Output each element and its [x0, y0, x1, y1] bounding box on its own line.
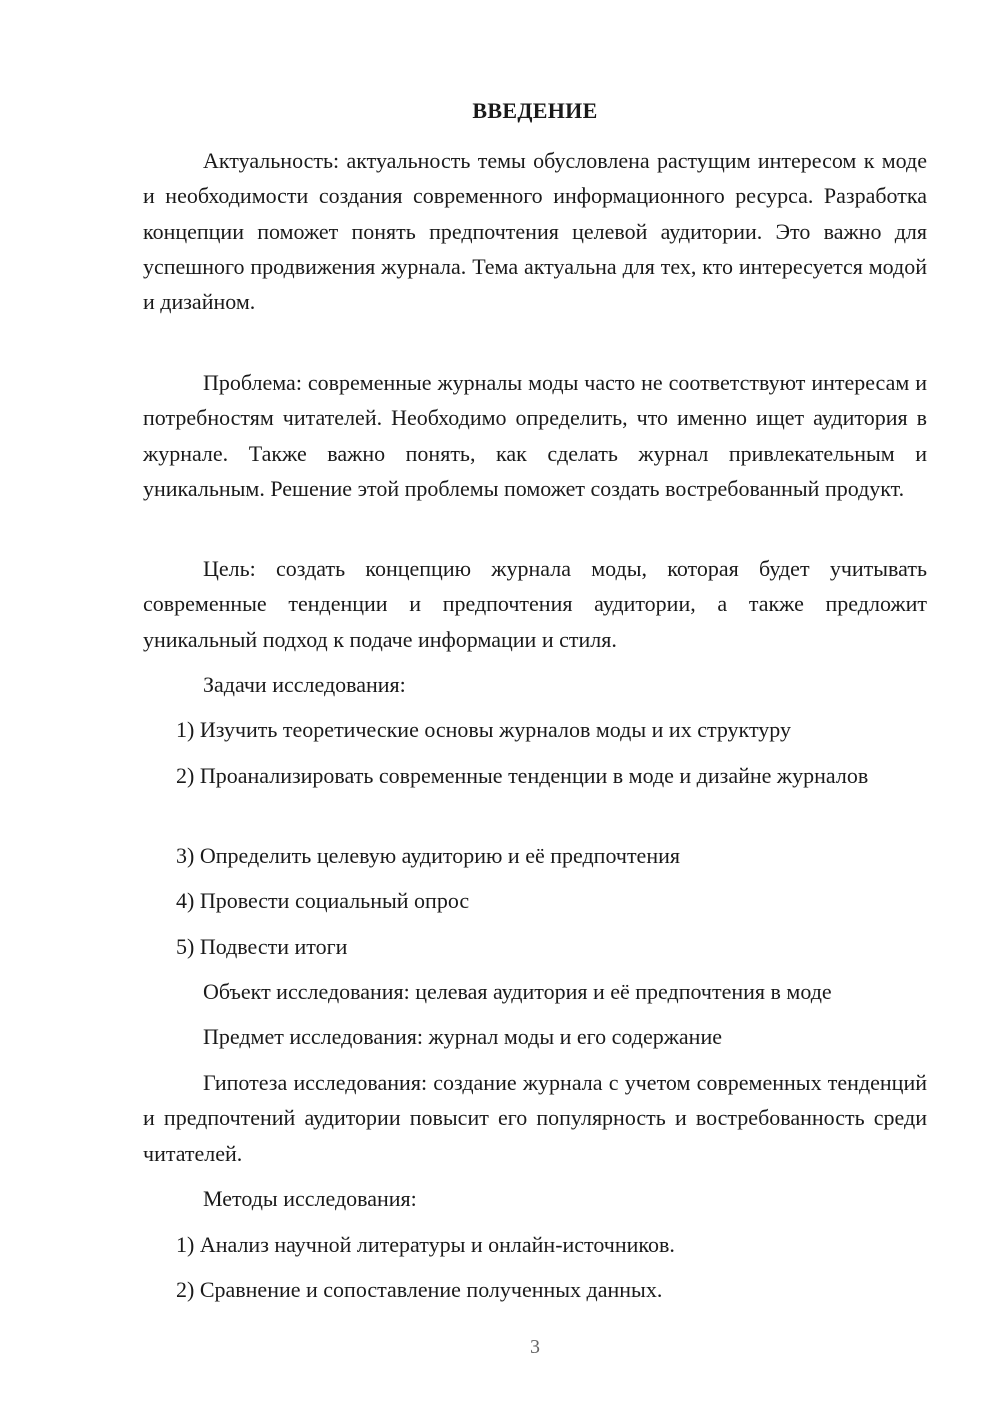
tasks-title: Задачи исследования:: [203, 672, 406, 697]
paragraph-relevance: Актуальность: актуальность темы обусловлена растущим интересом к моде и необходимости создания современного информационного ресурса. Разработка концепции поможет понять предпочтения целевой аудитории. Это важно для успешного продвижения журнала. Тема актуальна для тех, кто интересуется модой и дизайном.: [143, 148, 927, 315]
task-item-1: 1) Изучить теоретические основы журналов моды и их структуру: [176, 717, 791, 742]
paragraph-goal: Цель: создать концепцию журнала моды, которая будет учитывать современные тенденции и предпочтения аудитории, а также предложит уникальный подход к подаче информации и стиля.: [143, 556, 927, 652]
task-item-5: 5) Подвести итоги: [176, 934, 348, 959]
method-item-2: 2) Сравнение и сопоставление полученных данных.: [176, 1277, 663, 1302]
task-item-2: 2) Проанализировать современные тенденции в моде и дизайне журналов: [176, 763, 869, 788]
paragraph-hypothesis: Гипотеза исследования: создание журнала с учетом современных тенденций и предпочтений аудитории повысит его популярность и востребованность среди читателей.: [143, 1070, 927, 1166]
paragraph-problem: Проблема: современные журналы моды часто не соответствуют интересам и потребностям читателей. Необходимо определить, что именно ищет аудитория в журнале. Также важно понять, как сделать журнал привлекательным и уникальным. Решение этой проблемы поможет создать востребованный продукт.: [143, 370, 927, 501]
paragraph-subject: Предмет исследования: журнал моды и его содержание: [203, 1024, 722, 1049]
method-item-1: 1) Анализ научной литературы и онлайн-источников.: [176, 1232, 675, 1257]
paragraph-object: Объект исследования: целевая аудитория и её предпочтения в моде: [203, 979, 832, 1004]
task-item-3: 3) Определить целевую аудиторию и её предпочтения: [176, 843, 680, 868]
document-page: [143, 0, 927, 1414]
methods-title: Методы исследования:: [203, 1186, 417, 1211]
section-heading: ВВЕДЕНИЕ: [472, 98, 598, 123]
page-number: 3: [530, 1336, 540, 1358]
task-item-4: 4) Провести социальный опрос: [176, 888, 470, 913]
